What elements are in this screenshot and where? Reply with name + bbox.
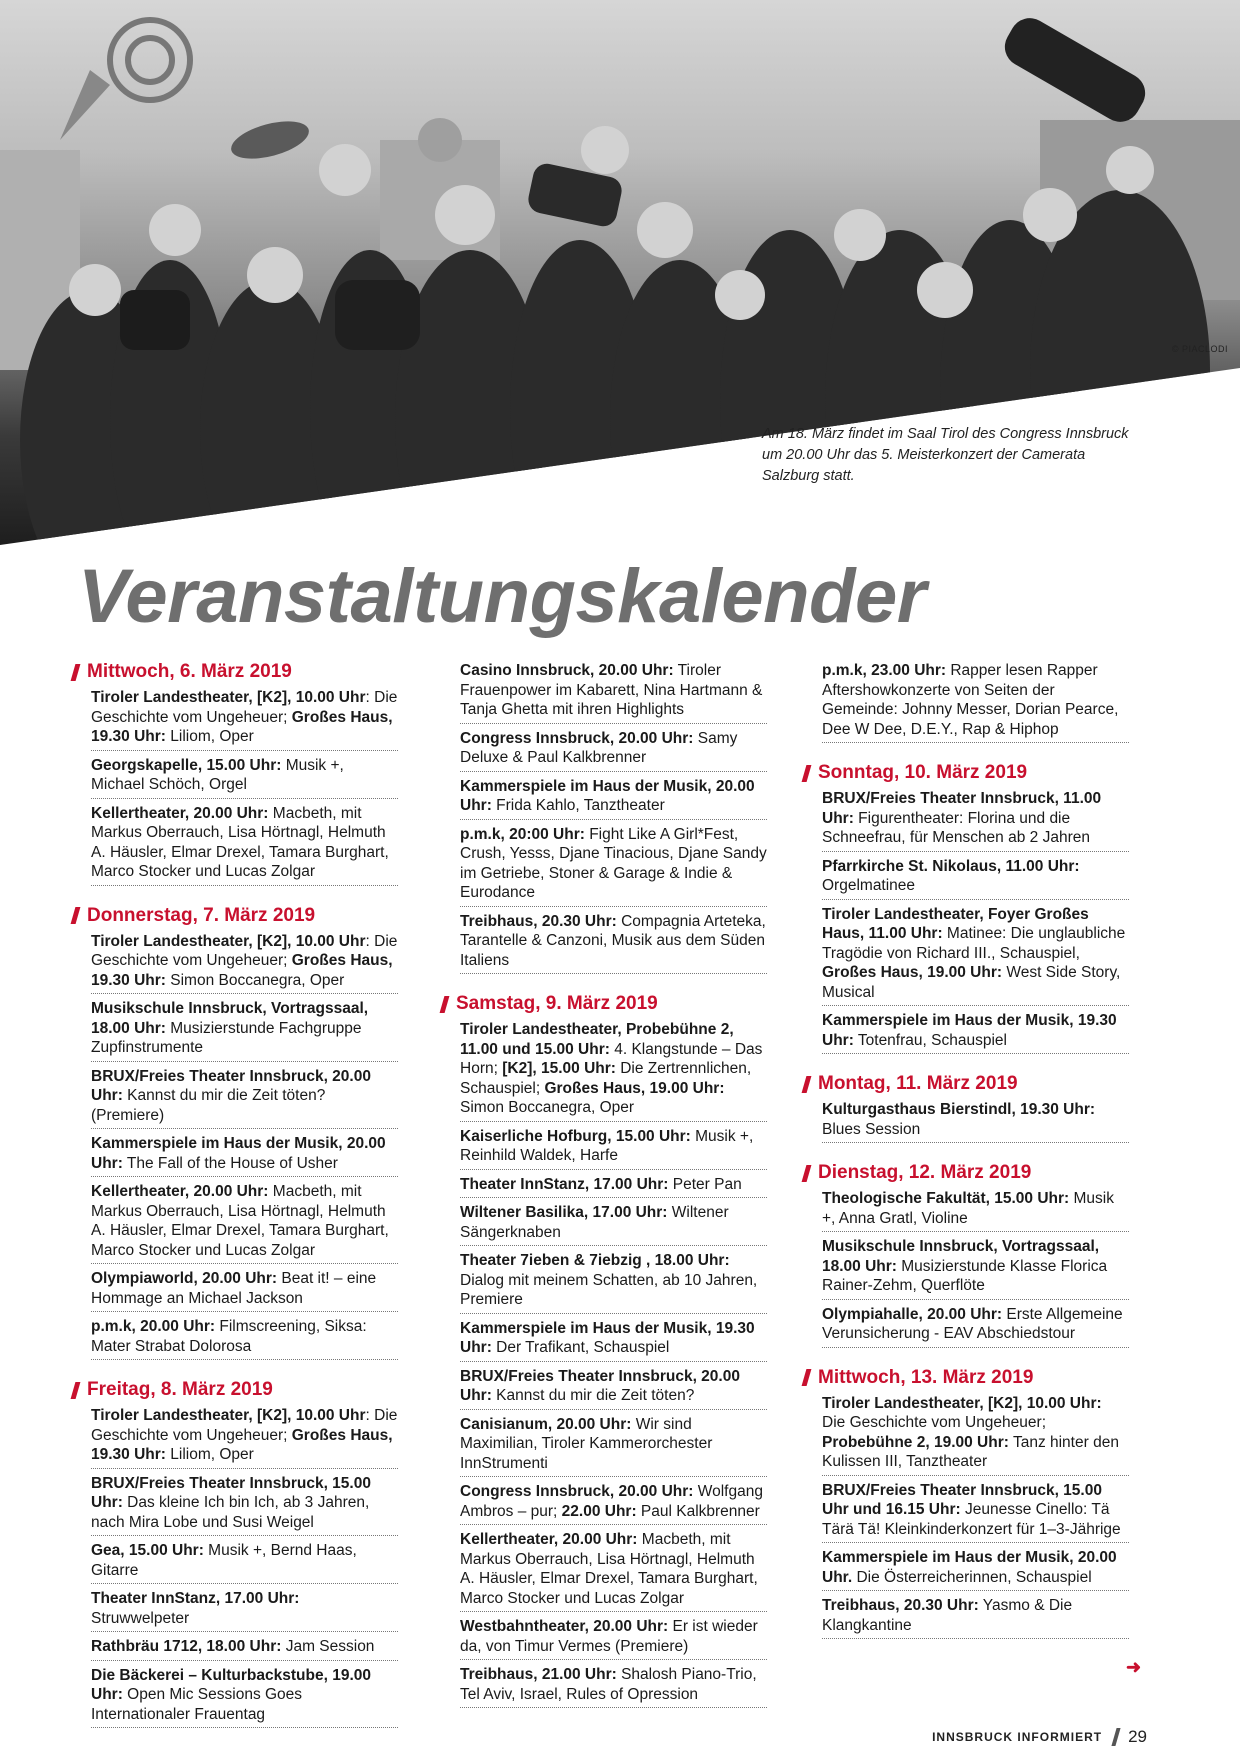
event-venue-time: Großes Haus, 19.30 Uhr: [91,952,393,989]
event-entry [460,728,767,772]
event-description: Compagnia Arteteka, Tarantelle & Canzoni, Musik aus dem Süden Italiens [460,912,766,969]
event-venue-time: Probebühne 2, 19.00 Uhr: [822,1433,1009,1451]
event-description: Die Österreicherinnen, Schauspiel [852,1568,1092,1586]
event-entry [91,1636,398,1661]
event-entry [822,660,1129,743]
event-description: Kannst du mir die Zeit töten? [491,1387,695,1404]
event-entry [822,904,1129,1007]
event-entry [91,1181,398,1264]
event-description: Matinee: Die unglaubliche Tragödie von Richard III., Schauspiel, [822,925,1126,962]
event-venue-time: Theater 7ieben & 7iebzig , 18.00 Uhr: [460,1252,730,1269]
event-description: Musik +, Anna Gratl, Violine [822,1190,1114,1227]
event-entry [822,1480,1129,1544]
event-entry [822,1595,1129,1639]
event-entry [460,1529,767,1612]
day-date: Mittwoch, 13. März 2019 [818,1366,1034,1388]
event-description: Figurentheater: Florina und die Schneefrau, für Menschen ab 2 Jahren [822,809,1090,846]
event-venue-time: Olympiahalle, 20.00 Uhr: [822,1305,1003,1323]
event-venue-time: Canisianum, 20.00 Uhr: [460,1415,632,1433]
red-slash-icon [802,1076,812,1093]
event-entry [91,755,398,799]
event-description: Jam Session [281,1638,375,1655]
event-entry [460,776,767,820]
event-venue-time: Congress Innsbruck, 20.00 Uhr: [460,1483,694,1500]
event-venue-time: Treibhaus, 20.30 Uhr: [822,1597,979,1614]
event-entry [822,856,1129,900]
event-venue-time: Tiroler Landestheater, Foyer Großes Haus, 11.00 Uhr: [822,905,1089,942]
day-date: Sonntag, 10. März 2019 [818,762,1028,783]
event-description: Jeunesse Cinello: Tä Tärä Tä! Kleinkinderkonzert für 1–3-Jährige [822,1501,1121,1538]
day-section [73,904,398,1361]
event-description: Musik +, Reinhild Waldek, Harfe [460,1127,754,1164]
footer-slash-icon [1111,1728,1120,1746]
event-description: : Die Geschichte vom Ungeheuer; [91,689,398,726]
event-venue-time: Großes Haus, 19.00 Uhr: [822,964,1003,981]
event-venue-time: Großes Haus, 19.00 Uhr: [544,1079,725,1097]
event-description: Samy Deluxe & Paul Kalkbrenner [460,729,738,766]
event-entry [822,1099,1129,1143]
event-description: Wolfgang Ambros – pur; [460,1483,763,1520]
event-entry [822,1393,1129,1476]
event-venue-time: BRUX/Freies Theater Innsbruck, 15.00 Uhr: [91,1474,371,1511]
event-description: Kannst du mir die Zeit töten? (Premiere) [91,1087,326,1124]
event-entry [460,1174,767,1199]
event-entry [822,1304,1129,1348]
page-title: Veranstaltungskalender [78,554,926,639]
red-slash-icon [802,765,812,782]
event-entry [91,687,398,751]
page-footer [932,1727,1147,1747]
column-3 [804,660,1129,1657]
event-entry [91,1268,398,1312]
red-slash-icon [71,664,81,681]
red-slash-icon [802,1369,812,1386]
event-description: 4. Klangstunde – Das Horn; [460,1040,763,1077]
day-section [804,1366,1129,1640]
event-venue-time: Rathbräu 1712, 18.00 Uhr: [91,1638,282,1655]
event-venue-time: Treibhaus, 21.00 Uhr: [460,1666,617,1683]
event-description: Liliom, Oper [165,728,254,745]
event-description: Musik +, Bernd Haas, Gitarre [91,1542,357,1579]
event-entry [91,998,398,1062]
day-section [804,1161,1129,1348]
event-description: Das kleine Ich bin Ich, ab 3 Jahren, nach Mira Lobe und Susi Weigel [91,1494,370,1531]
event-venue-time: Theater InnStanz, 17.00 Uhr: [91,1590,300,1607]
event-entry [460,1664,767,1708]
event-description: Erste Allgemeine Verunsicherung - EAV Abschiedstour [822,1305,1123,1342]
event-description: Struwwelpeter [91,1609,190,1627]
event-venue-time: Großes Haus, 19.30 Uhr: [91,1426,393,1463]
day-section [442,660,767,974]
event-entry [460,1414,767,1478]
column-1 [73,660,398,1746]
event-description: Shalosh Piano-Trio, Tel Aviv, Israel, Rules of Opression [460,1666,757,1703]
day-section [804,761,1129,1054]
event-description: Beat it! – eine Hommage an Michael Jackson [91,1270,377,1307]
event-venue-time: p.m.k, 23.00 Uhr: [822,662,947,679]
event-venue-time: Kammerspiele im Haus der Musik, 19.30 Uhr: [822,1012,1117,1049]
event-entry [460,1250,767,1314]
event-entry [91,1540,398,1584]
red-slash-icon [71,907,81,924]
event-venue-time: BRUX/Freies Theater Innsbruck, 20.00 Uhr: [91,1067,371,1104]
day-section [442,992,767,1708]
event-venue-time: p.m.k, 20:00 Uhr: [460,825,585,843]
event-entry [460,1616,767,1660]
event-venue-time: BRUX/Freies Theater Innsbruck, 15.00 Uhr und 16.15 Uhr: [822,1481,1102,1518]
event-entry [822,1547,1129,1591]
event-entry [460,660,767,724]
event-venue-time: Kulturgasthaus Bierstindl, 19.30 Uhr: [822,1101,1096,1118]
photo-caption: Am 18. März findet im Saal Tirol des Congress Innsbruck um 20.00 Uhr das 5. Meisterkonzert der Camerata Salzburg statt. [762,426,1129,484]
red-slash-icon [802,1165,812,1182]
event-venue-time: Kellertheater, 20.00 Uhr: [460,1531,638,1548]
day-section [804,1072,1129,1143]
event-description: : Die Geschichte vom Ungeheuer; [91,932,398,969]
event-entry [460,1126,767,1170]
red-slash-icon [440,996,450,1013]
event-description: Liliom, Oper [165,1446,254,1463]
event-entry [91,1473,398,1537]
day-heading [73,904,398,928]
event-venue-time: Kammerspiele im Haus der Musik, 20.00 Uhr. [822,1549,1117,1586]
event-entry [822,788,1129,852]
event-entry [91,1066,398,1130]
day-date: Dienstag, 12. März 2019 [818,1162,1032,1183]
event-description: Orgelmatinee [822,877,916,894]
event-venue-time: Theologische Fakultät, 15.00 Uhr: [822,1190,1070,1207]
day-date: Mittwoch, 6. März 2019 [87,661,292,682]
event-venue-time: Die Bäckerei – Kulturbackstube, 19.00 Uhr: [91,1666,371,1703]
event-entry [91,1316,398,1360]
event-venue-time: Treibhaus, 20.30 Uhr: [460,912,617,930]
event-entry [822,1188,1129,1232]
day-heading [804,1072,1129,1096]
event-description: Dialog mit meinem Schatten, ab 10 Jahren, Premiere [460,1271,758,1308]
event-description: Open Mic Sessions Goes Internationaler Frauentag [91,1686,303,1723]
event-description: Paul Kalkbrenner [636,1502,760,1520]
day-heading [442,992,767,1016]
event-venue-time: 22.00 Uhr: [561,1502,637,1520]
event-description: Totenfrau, Schauspiel [853,1031,1007,1049]
event-venue-time: Großes Haus, 19.30 Uhr: [91,708,393,745]
event-description: Macbeth, mit Markus Oberrauch, Lisa Hörtnagl, Helmuth A. Häusler, Elmar Drexel, Tamara Burghart, Marco Stocker und Lucas Zolgar [91,804,389,880]
event-entry [91,1588,398,1632]
event-entry [460,1318,767,1362]
event-entry [91,931,398,995]
event-venue-time: Musikschule Innsbruck, Vortragssaal, 18.00 Uhr: [822,1238,1100,1275]
red-slash-icon [71,1382,81,1399]
photo-credit: © PIACLODI [1171,344,1228,354]
event-description: Fight Like A Girl*Fest, Crush, Yesss, Djane Tinacious, Djane Sandy im Getriebe, Stoner & Garage & Indie & Eurodance [460,825,767,901]
day-heading [804,1161,1129,1185]
event-venue-time: Tiroler Landestheater, [K2], 10.00 Uhr: [822,1394,1102,1412]
event-venue-time: Tiroler Landestheater, [K2], 10.00 Uhr [91,689,366,706]
day-date: Freitag, 8. März 2019 [87,1379,273,1400]
day-heading [73,660,398,684]
event-description: Tiroler Frauenpower im Kabarett, Nina Hartmann & Tanja Ghetta mit ihren Highlights [460,662,763,718]
column-2 [442,660,767,1726]
event-venue-time: Tiroler Landestheater, [K2], 10.00 Uhr [91,1407,366,1424]
event-description: Musizierstunde Klasse Florica Rainer-Zehm, Querflöte [822,1257,1108,1294]
event-venue-time: Casino Innsbruck, 20.00 Uhr: [460,662,674,679]
event-entry [460,911,767,975]
event-entry [460,1366,767,1410]
event-description: Yasmo & Die Klangkantine [822,1597,1073,1634]
event-venue-time: Kellertheater, 20.00 Uhr: [91,804,269,822]
day-date: Montag, 11. März 2019 [818,1073,1018,1094]
event-venue-time: Kaiserliche Hofburg, 15.00 Uhr: [460,1127,691,1145]
continue-arrow-icon: ➜ [1126,1657,1142,1677]
event-description: Peter Pan [668,1175,742,1193]
event-description: Musizierstunde Fachgruppe Zupfinstrumente [91,1019,362,1056]
event-description: Filmscreening, Siksa: Mater Strabat Dolorosa [91,1318,367,1355]
day-date: Donnerstag, 7. März 2019 [87,904,316,926]
event-description: Simon Boccanegra, Oper [460,1099,635,1116]
event-description: Wiltener Sängerknaben [460,1204,729,1241]
event-entry [460,1202,767,1246]
event-entry [91,1665,398,1729]
event-description: Die Geschichte vom Ungeheuer; [822,1414,1047,1431]
day-date: Samstag, 9. März 2019 [456,993,658,1014]
day-heading [804,761,1129,785]
day-section [73,660,398,886]
event-entry [460,824,767,907]
day-heading [73,1378,398,1402]
event-venue-time: Gea, 15.00 Uhr: [91,1542,204,1559]
event-description: Rapper lesen Rapper Aftershowkonzerte von Seiten der Gemeinde: Johnny Messer, Dorian Pearce, Dee W Dee, D.E.Y., Rap & Hiphop [822,662,1119,738]
event-description: Blues Session [822,1120,921,1138]
event-description: Simon Boccanegra, Oper [165,971,345,989]
event-venue-time: Musikschule Innsbruck, Vortragssaal, 18.00 Uhr: [91,1000,369,1037]
event-venue-time: Theater InnStanz, 17.00 Uhr: [460,1175,669,1193]
event-description: Er ist wieder da, von Timur Vermes (Premiere) [460,1618,758,1655]
event-venue-time: Congress Innsbruck, 20.00 Uhr: [460,729,694,747]
event-venue-time: BRUX/Freies Theater Innsbruck, 20.00 Uhr: [460,1367,740,1404]
day-section [73,1378,398,1728]
magazine-name: INNSBRUCK INFORMIERT [932,1730,1103,1744]
event-description: Wir sind Maximilian, Tiroler Kammerorchester InnStrumenti [460,1415,713,1472]
page-number: 29 [1128,1727,1147,1746]
event-venue-time: Kammerspiele im Haus der Musik, 20.00 Uhr: [460,777,755,814]
event-description: West Side Story, Musical [822,964,1121,1001]
event-entry [822,1010,1129,1054]
event-venue-time: Georgskapelle, 15.00 Uhr: [91,756,282,774]
event-venue-time: Tiroler Landestheater, [K2], 10.00 Uhr [91,932,366,950]
event-description: Der Trafikant, Schauspiel [491,1339,670,1356]
event-venue-time: [K2], 15.00 Uhr: [502,1060,616,1077]
event-venue-time: Westbahntheater, 20.00 Uhr: [460,1618,669,1635]
event-entry [822,1236,1129,1300]
event-venue-time: Kammerspiele im Haus der Musik, 20.00 Uhr: [91,1135,386,1172]
event-venue-time: Pfarrkirche St. Nikolaus, 11.00 Uhr: [822,857,1080,875]
event-description: The Fall of the House of Usher [122,1154,338,1172]
event-description: : Die Geschichte vom Ungeheuer; [91,1407,398,1444]
event-venue-time: Olympiaworld, 20.00 Uhr: [91,1270,278,1287]
day-section [804,660,1129,743]
event-venue-time: Tiroler Landestheater, Probebühne 2, 11.00 und 15.00 Uhr: [460,1021,734,1058]
event-entry [91,803,398,886]
event-venue-time: p.m.k, 20.00 Uhr: [91,1318,216,1335]
day-heading [804,1366,1129,1390]
event-venue-time: Kammerspiele im Haus der Musik, 19.30 Uhr: [460,1319,755,1356]
event-entry [460,1481,767,1525]
event-venue-time: BRUX/Freies Theater Innsbruck, 11.00 Uhr: [822,790,1102,827]
event-description: Die Zertrennlichen, Schauspiel; [460,1060,752,1097]
event-description: Musik +, Michael Schöch, Orgel [91,756,344,793]
event-description: Macbeth, mit Markus Oberrauch, Lisa Hörtnagl, Helmuth A. Häusler, Elmar Drexel, Tamara Burghart, Marco Stocker und Lucas Zolgar [91,1183,389,1259]
event-entry [460,1019,767,1122]
event-description: Tanz hinter den Kulissen III, Tanztheater [822,1433,1119,1470]
event-description: Macbeth, mit Markus Oberrauch, Lisa Hörtnagl, Helmuth A. Häusler, Elmar Drexel, Tamara Burghart, Marco Stocker und Lucas Zolgar [460,1531,758,1607]
event-venue-time: Wiltener Basilika, 17.00 Uhr: [460,1204,668,1221]
event-description: Frida Kahlo, Tanztheater [491,797,665,814]
event-venue-time: Kellertheater, 20.00 Uhr: [91,1183,269,1200]
event-entry [91,1133,398,1177]
event-entry [91,1405,398,1469]
